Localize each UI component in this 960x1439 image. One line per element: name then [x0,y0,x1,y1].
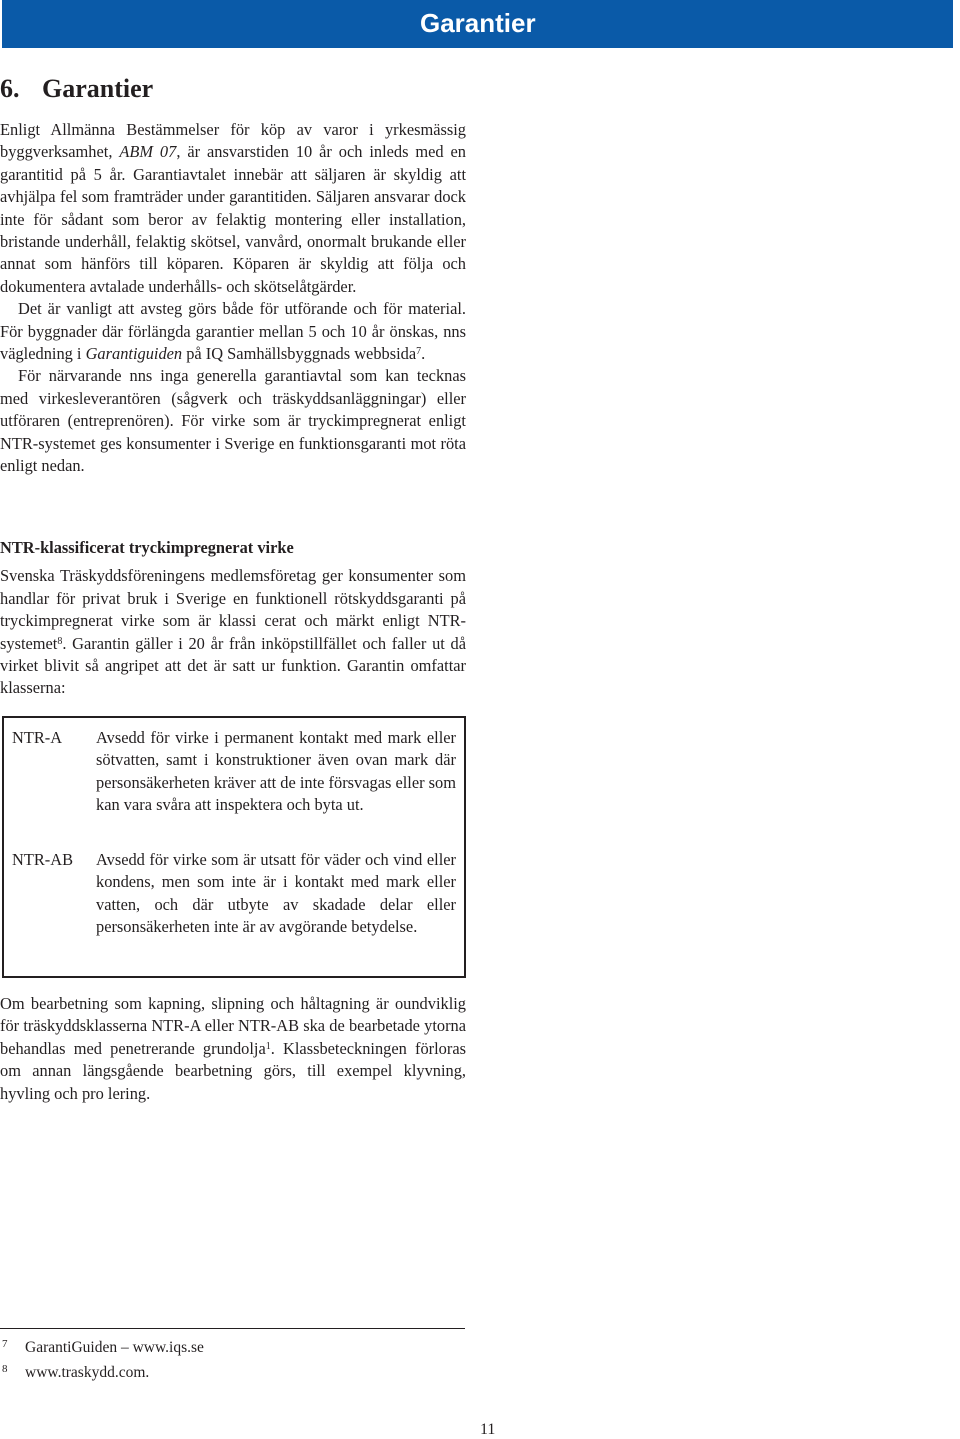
intro-p2-end: . [421,344,426,364]
outro-part-a: Om bearbetning som kapning, slipning och håltagning är oundviklig för träskyddsklasserna NTR-A eller NTR-AB ska de bearbetade ytorna behandlas med penetrerande grundolja [0,994,466,1058]
footnote-divider [0,1328,465,1329]
intro-text [0,119,466,478]
footnote-ref-1: 1 [265,1040,271,1052]
section-heading [0,74,153,104]
intro-p1-part-a: Enligt Allmänna Bestämmelser för köp av varor i yrkesmässig byggverksamhet, [0,120,466,162]
footnote-text: www.traskydd.com. [25,1364,150,1381]
outro-text [0,993,466,1105]
class-description: Avsedd för virke i permanent kontakt med mark eller sötvatten, samt i konstruktioner även ovan mark där personsäkerheten kräver att de inte försvagas eller som kan vara svåra att inspektera och byta ut. [96,728,456,815]
section-title: Garantier [42,74,154,103]
page-number: 11 [480,1421,496,1438]
intro-paragraph-3: För närvarande nns inga generella garantiavtal som kan tecknas med virkesleverantören (sågverk och träskyddsanläggningar) eller utföraren (entreprenören). För virke som är tryckimpregnerat enligt NTR-systemet ges konsumenter i Sverige en funktionsgaranti mot röta enligt nedan. [0,366,466,476]
intro-p1-part-b: , är ansvarstiden 10 år och inleds med en garantitid på 5 år. Garantiavtalet innebär att säljaren är skyldig att avhjälpa fel som framträder under garantitiden. Säljaren ansvarar dock inte för sådant som beror av felaktig montering eller installation, bristande underhåll, felaktig skötsel, vanvård, onormalt brukande eller annat som hänförs till köparen. Köparen är skyldig att följa och dokumentera avtalade underhålls- och skötselåtgärder. [0,142,466,296]
footnote-ref-8: 8 [57,635,63,647]
footnote-number: 7 [2,1338,8,1350]
ntr-section [0,537,466,700]
class-code: NTR-A [12,728,63,747]
intro-paragraph-2 [0,298,466,365]
footnote-text: GarantiGuiden – www.iqs.se [25,1339,204,1356]
outro-paragraph [0,993,466,1105]
ntr-paragraph [0,565,466,699]
intro-paragraph-1 [0,119,466,298]
header-title: Garantier [420,8,536,38]
header-bar [2,0,953,48]
ntr-class-box [2,716,466,978]
outro-part-b: . Klassbeteckningen förloras om annan längsgående bearbetning görs, till exempel klyvning, hyvling och pro lering. [0,1038,466,1103]
ntr-p1-part-a: Svenska Träskyddsföreningens medlemsföretag ger konsumenter som handlar för privat bruk i Sverige en funktionell rötskyddsgaranti på tryckimpregnerat virke som är klassi cerat och märkt enligt NTR-systemet [0,566,466,653]
intro-p2-part-a: Det är vanligt att avsteg görs både för utförande och för material. För byggnader där förlängda garantier mellan 5 och 10 år önskas, nns vägledning i [0,299,466,364]
class-code: NTR-AB [12,850,74,869]
abm-reference: ABM 07 [119,142,177,162]
intro-p2-part-b: på IQ Samhällsbyggnads webbsida [182,344,417,364]
section-number: 6. [0,74,20,103]
garantiguiden-reference: Garantiguiden [85,344,183,364]
footnote-ref-7: 7 [416,346,422,358]
class-description: Avsedd för virke som är utsatt för väder och vind eller kondens, men som inte är i kontakt med mark eller vatten, och där utbyte av skadade delar eller personsäkerheten inte är av avgörande betydelse. [96,850,456,937]
footnote-number: 8 [2,1363,8,1375]
ntr-subheading: NTR-klassificerat tryckimpregnerat virke [0,538,294,557]
ntr-p1-part-b: . Garantin gäller i 20 år från inköpstillfället och faller ut då virket blivit så angripet att det är satt ur funktion. Garantin omfattar klasserna: [0,633,466,698]
